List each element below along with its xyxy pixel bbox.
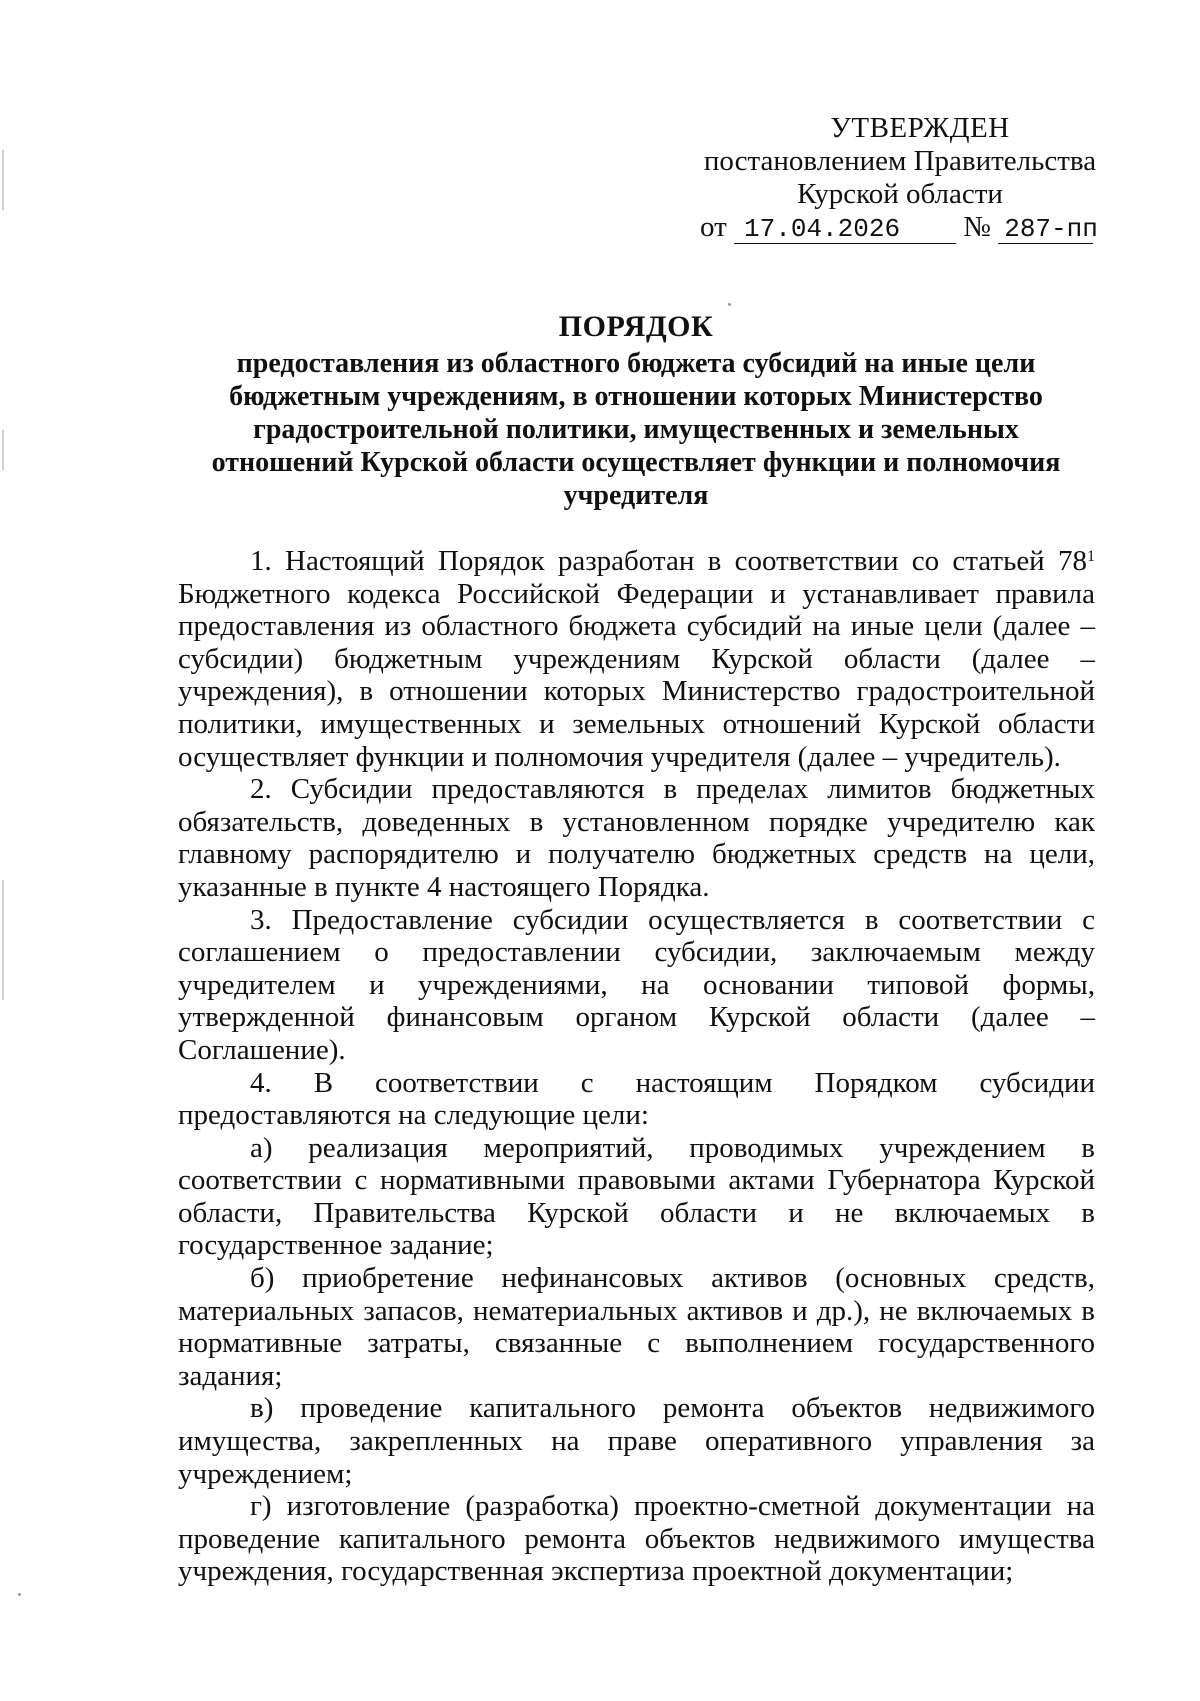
- paragraph-4c: в) проведение капитального ремонта объектов недвижимого имущества, закрепленных на праве оперативного управления за учреждением;: [178, 1392, 1095, 1490]
- paragraph-4d: г) изготовление (разработка) проектно-сметной документации на проведение капитального ремонта объектов недвижимого имущества учреждения, государственная экспертиза проектной документации;: [178, 1490, 1095, 1588]
- document-body: [178, 545, 1095, 1588]
- approval-block: [700, 112, 1100, 244]
- approval-heading: УТВЕРЖДЕН: [830, 112, 1010, 144]
- scan-speck: [18, 1593, 21, 1596]
- paragraph-2: 2. Субсидии предоставляются в пределах лимитов бюджетных обязательств, доведенных в установленном порядке учредителю как главному распорядителю и получателю бюджетных средств на цели, указанные в пункте 4 настоящего Порядка.: [178, 773, 1095, 903]
- title-line-3: градостроительной политики, имущественных и земельных: [253, 414, 1019, 445]
- title-line-1: предоставления из областного бюджета субсидий на иные цели: [236, 348, 1036, 379]
- number-value: 287-пп: [1004, 214, 1098, 244]
- scan-speck: [728, 303, 731, 306]
- paragraph-4: 4. В соответствии с настоящим Порядком субсидии предоставляются на следующие цели:: [178, 1066, 1095, 1132]
- title-line-2: бюджетным учреждениям, в отношении которых Министерство: [229, 381, 1043, 412]
- approval-line-1: постановлением Правительства: [703, 145, 1097, 177]
- paragraph-1-rest: Бюджетного кодекса Российской Федерации и устанавливает правила предоставления из областного бюджета субсидий на иные цели (далее – субсидии) бюджетным учреждениям Курской области (далее – учреждения), в отношении которых Министерство градостроительной политики, имущественных и земельных отношений Курской области осуществляет функции и полномочия учредителя (далее – учредитель).: [178, 577, 1095, 773]
- approval-date-line: [700, 211, 1100, 244]
- paragraph-1-start: 1. Настоящий Порядок разработан в соответствии со статьей 78: [250, 545, 1087, 577]
- number-field: [998, 213, 1098, 244]
- document-title: ПОРЯДОК: [558, 310, 714, 343]
- scan-margin-line: [2, 150, 4, 210]
- title-line-5: учредителя: [563, 480, 709, 511]
- date-field: [734, 213, 956, 244]
- date-prefix: от: [700, 211, 727, 243]
- article-superscript: 1: [1087, 548, 1095, 565]
- scan-margin-line: [2, 880, 4, 1000]
- number-prefix: №: [963, 211, 991, 243]
- approval-line-2: Курской области: [797, 178, 1003, 210]
- document-title-block: [178, 310, 1094, 512]
- paragraph-1: [178, 545, 1095, 773]
- paragraph-4b: б) приобретение нефинансовых активов (основных средств, материальных запасов, нематериальных активов и др.), не включаемых в нормативные затраты, связанные с выполнением государственного задания;: [178, 1262, 1095, 1392]
- paragraph-4a: а) реализация мероприятий, проводимых учреждением в соответствии с нормативными правовыми актами Губернатора Курской области, Правительства Курской области и не включаемых в государственное задание;: [178, 1131, 1095, 1262]
- date-value: 17.04.2026: [744, 214, 901, 244]
- scan-margin-line: [2, 430, 4, 470]
- title-line-4: отношений Курской области осуществляет функции и полномочия: [211, 447, 1061, 478]
- paragraph-3: 3. Предоставление субсидии осуществляется в соответствии с соглашением о предоставлении субсидии, заключаемым между учредителем и учреждениями, на основании типовой формы, утвержденной финансовым органом Курской области (далее – Соглашение).: [178, 903, 1095, 1066]
